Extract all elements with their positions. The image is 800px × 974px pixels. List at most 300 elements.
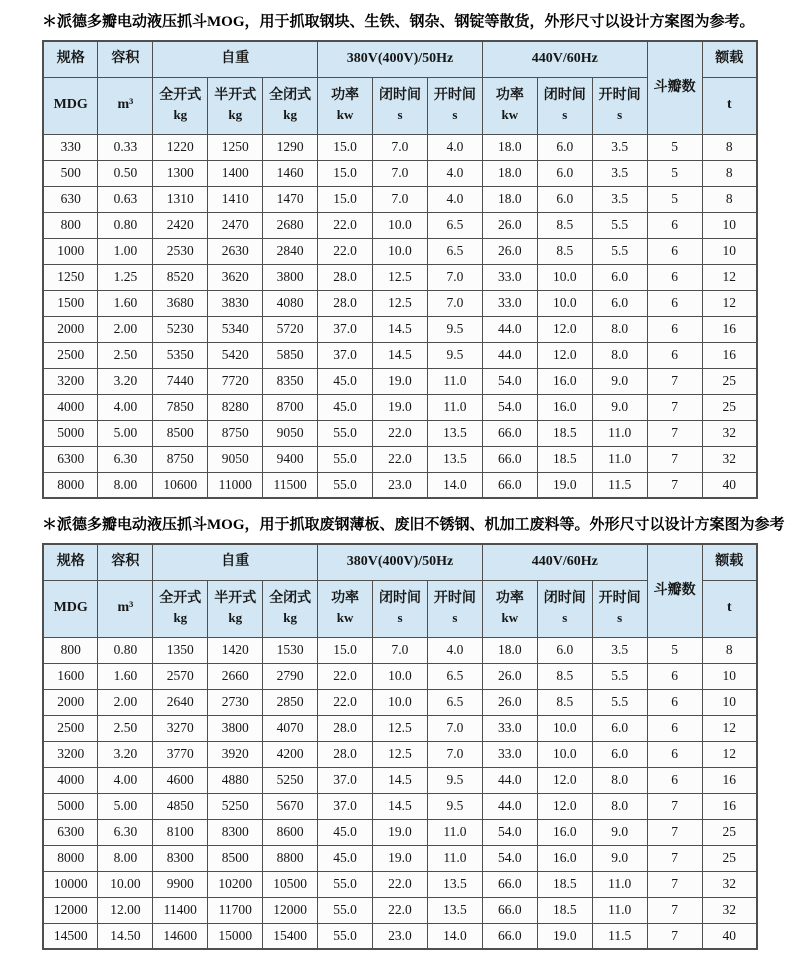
cell: 14.5 [373,342,428,368]
cell: 8.5 [537,212,592,238]
header-cell: t [702,580,757,637]
header-cell: 闭时间 s [537,77,592,134]
table-row [43,316,757,342]
cell: 10.0 [373,689,428,715]
cell: 6 [647,767,702,793]
cell: 3200 [43,368,98,394]
cell: 15.0 [318,637,373,663]
cell: 1250 [43,264,98,290]
cell: 12.0 [537,316,592,342]
table-row [43,342,757,368]
cell: 10 [702,238,757,264]
cell: 18.5 [537,446,592,472]
cell: 6.30 [98,819,153,845]
cell: 8.0 [592,316,647,342]
cell: 5000 [43,420,98,446]
cell: 33.0 [482,290,537,316]
cell: 12 [702,715,757,741]
cell: 16 [702,793,757,819]
spec-table-2 [42,543,758,950]
cell: 16 [702,767,757,793]
cell: 8520 [153,264,208,290]
cell: 4.0 [427,160,482,186]
cell: 5670 [263,793,318,819]
cell: 7440 [153,368,208,394]
cell: 8.0 [592,767,647,793]
cell: 11.0 [592,897,647,923]
cell: 5230 [153,316,208,342]
cell: 9.0 [592,845,647,871]
cell: 7.0 [373,134,428,160]
cell: 6.0 [537,160,592,186]
cell: 6.5 [427,212,482,238]
cell: 2530 [153,238,208,264]
header-cell: 全闭式 kg [263,580,318,637]
cell: 4.00 [98,767,153,793]
cell: 5.5 [592,238,647,264]
cell: 55.0 [318,923,373,949]
table-row [43,663,757,689]
cell: 7 [647,871,702,897]
cell: 7 [647,897,702,923]
cell: 5000 [43,793,98,819]
cell: 9.0 [592,394,647,420]
cell: 22.0 [373,446,428,472]
header-cell: m³ [98,580,153,637]
cell: 3200 [43,741,98,767]
header-cell: 容积 [98,41,153,77]
header-cell: t [702,77,757,134]
cell: 12000 [263,897,318,923]
cell: 33.0 [482,264,537,290]
cell: 7.0 [427,715,482,741]
cell: 5.00 [98,420,153,446]
cell: 8100 [153,819,208,845]
cell: 12.00 [98,897,153,923]
cell: 8800 [263,845,318,871]
cell: 6 [647,715,702,741]
cell: 10.0 [537,264,592,290]
cell: 66.0 [482,897,537,923]
cell: 11.0 [592,871,647,897]
cell: 2630 [208,238,263,264]
cell: 3.5 [592,186,647,212]
cell: 630 [43,186,98,212]
table-row [43,238,757,264]
cell: 19.0 [373,368,428,394]
cell: 10.0 [537,290,592,316]
header-cell: 380V(400V)/50Hz [318,544,483,580]
cell: 40 [702,472,757,498]
cell: 8600 [263,819,318,845]
cell: 0.80 [98,637,153,663]
cell: 5 [647,134,702,160]
table1-title: ＊派德多瓣电动液压抓斗MOG，用于抓取钢块、生铁、钢杂、钢锭等散货，外形尺寸以设计方案图为参考。 [42,14,755,30]
cell: 14.5 [373,316,428,342]
cell: 7.0 [373,186,428,212]
cell: 25 [702,819,757,845]
cell: 14.0 [427,472,482,498]
cell: 14500 [43,923,98,949]
cell: 3800 [208,715,263,741]
cell: 12 [702,290,757,316]
cell: 7.0 [373,637,428,663]
cell: 4070 [263,715,318,741]
cell: 3.5 [592,637,647,663]
cell: 11.0 [427,845,482,871]
cell: 37.0 [318,767,373,793]
cell: 12.5 [373,264,428,290]
header-cell: 440V/60Hz [482,544,647,580]
cell: 25 [702,368,757,394]
cell: 1600 [43,663,98,689]
cell: 10200 [208,871,263,897]
cell: 6.0 [537,186,592,212]
cell: 13.5 [427,420,482,446]
cell: 22.0 [318,689,373,715]
cell: 11.0 [427,819,482,845]
cell: 6.0 [537,134,592,160]
cell: 7 [647,368,702,394]
cell: 6 [647,212,702,238]
cell: 2.00 [98,316,153,342]
cell: 7.0 [427,741,482,767]
cell: 1350 [153,637,208,663]
table-row [43,212,757,238]
cell: 1.60 [98,663,153,689]
cell: 12.5 [373,290,428,316]
cell: 2840 [263,238,318,264]
cell: 8300 [208,819,263,845]
cell: 14.50 [98,923,153,949]
cell: 12.0 [537,793,592,819]
cell: 1.00 [98,238,153,264]
cell: 3620 [208,264,263,290]
cell: 8.00 [98,845,153,871]
cell: 15000 [208,923,263,949]
cell: 19.0 [373,394,428,420]
cell: 55.0 [318,472,373,498]
cell: 8 [702,637,757,663]
header-cell: 全开式 kg [153,77,208,134]
cell: 10.0 [537,741,592,767]
cell: 32 [702,446,757,472]
cell: 14.5 [373,767,428,793]
table-row [43,637,757,663]
cell: 5 [647,160,702,186]
cell: 9.5 [427,316,482,342]
cell: 8350 [263,368,318,394]
cell: 8 [702,186,757,212]
cell: 7 [647,420,702,446]
cell: 4.0 [427,134,482,160]
cell: 15.0 [318,186,373,212]
cell: 54.0 [482,368,537,394]
header-cell: 功率 kw [318,580,373,637]
cell: 32 [702,897,757,923]
cell: 8280 [208,394,263,420]
cell: 8.5 [537,689,592,715]
cell: 3.20 [98,741,153,767]
header-cell: 规格 [43,41,98,77]
table-row [43,472,757,498]
header-cell: 斗瓣数 [647,41,702,134]
cell: 19.0 [537,923,592,949]
cell: 7.0 [427,290,482,316]
cell: 44.0 [482,342,537,368]
cell: 6.0 [592,264,647,290]
table-row [43,741,757,767]
cell: 22.0 [373,897,428,923]
cell: 9050 [208,446,263,472]
cell: 22.0 [318,212,373,238]
table-row [43,160,757,186]
cell: 2850 [263,689,318,715]
cell: 9.5 [427,767,482,793]
table-row [43,897,757,923]
cell: 6300 [43,819,98,845]
cell: 28.0 [318,741,373,767]
cell: 2000 [43,316,98,342]
cell: 45.0 [318,819,373,845]
cell: 2.00 [98,689,153,715]
cell: 6300 [43,446,98,472]
cell: 44.0 [482,316,537,342]
cell: 26.0 [482,663,537,689]
cell: 7 [647,446,702,472]
cell: 14.5 [373,793,428,819]
cell: 5340 [208,316,263,342]
cell: 8.5 [537,663,592,689]
header-cell: 半开式 kg [208,77,263,134]
cell: 18.0 [482,186,537,212]
cell: 6.5 [427,238,482,264]
cell: 66.0 [482,472,537,498]
header-cell: 开时间 s [592,580,647,637]
cell: 5420 [208,342,263,368]
cell: 18.0 [482,160,537,186]
cell: 6.0 [592,290,647,316]
table-row [43,290,757,316]
table-row [43,845,757,871]
cell: 3680 [153,290,208,316]
table-row [43,689,757,715]
header-cell: 380V(400V)/50Hz [318,41,483,77]
header-cell: 全闭式 kg [263,77,318,134]
cell: 10.0 [537,715,592,741]
table2-title: ＊派德多瓣电动液压抓斗MOG，用于抓取废钢薄板、废旧不锈钢、机加工废料等。外形尺寸以设计方案图为参考 [42,517,785,533]
cell: 37.0 [318,793,373,819]
header-cell: 440V/60Hz [482,41,647,77]
cell: 5.5 [592,689,647,715]
cell: 1410 [208,186,263,212]
cell: 8750 [153,446,208,472]
cell: 16.0 [537,845,592,871]
cell: 1290 [263,134,318,160]
cell: 6 [647,290,702,316]
cell: 4.0 [427,186,482,212]
cell: 0.63 [98,186,153,212]
cell: 15.0 [318,134,373,160]
cell: 11000 [208,472,263,498]
cell: 2.50 [98,715,153,741]
cell: 3770 [153,741,208,767]
cell: 2640 [153,689,208,715]
cell: 44.0 [482,793,537,819]
cell: 8000 [43,845,98,871]
cell: 25 [702,845,757,871]
table2-header [43,544,757,637]
cell: 37.0 [318,342,373,368]
cell: 19.0 [373,819,428,845]
cell: 11400 [153,897,208,923]
cell: 9.5 [427,342,482,368]
cell: 12000 [43,897,98,923]
table-row [43,819,757,845]
cell: 7850 [153,394,208,420]
cell: 4600 [153,767,208,793]
grab-spec-section-2 [42,513,785,950]
cell: 9050 [263,420,318,446]
cell: 10.0 [373,238,428,264]
header-cell: 规格 [43,544,98,580]
cell: 8500 [208,845,263,871]
cell: 6.0 [592,715,647,741]
cell: 16.0 [537,819,592,845]
cell: 12 [702,741,757,767]
table-row [43,394,757,420]
header-cell: 斗瓣数 [647,544,702,637]
cell: 10000 [43,871,98,897]
cell: 6.5 [427,689,482,715]
cell: 7.0 [373,160,428,186]
header-cell: 全开式 kg [153,580,208,637]
table-row [43,715,757,741]
cell: 10.00 [98,871,153,897]
cell: 16 [702,342,757,368]
cell: 6 [647,741,702,767]
cell: 5.00 [98,793,153,819]
header-cell: 额载 [702,544,757,580]
cell: 5 [647,186,702,212]
cell: 2.50 [98,342,153,368]
cell: 800 [43,637,98,663]
table2-body [43,637,757,949]
cell: 45.0 [318,394,373,420]
cell: 23.0 [373,472,428,498]
cell: 55.0 [318,897,373,923]
header-row [43,544,757,580]
header-cell: 容积 [98,544,153,580]
cell: 11.0 [427,368,482,394]
cell: 2500 [43,342,98,368]
cell: 26.0 [482,212,537,238]
cell: 1460 [263,160,318,186]
cell: 10500 [263,871,318,897]
cell: 2730 [208,689,263,715]
cell: 11.5 [592,923,647,949]
header-cell: 功率 kw [318,77,373,134]
cell: 5250 [263,767,318,793]
cell: 12 [702,264,757,290]
cell: 14600 [153,923,208,949]
cell: 1000 [43,238,98,264]
cell: 330 [43,134,98,160]
cell: 5.5 [592,663,647,689]
cell: 5.5 [592,212,647,238]
cell: 13.5 [427,897,482,923]
cell: 10600 [153,472,208,498]
table1-body [43,134,757,498]
cell: 12.0 [537,342,592,368]
cell: 8 [702,160,757,186]
cell: 1300 [153,160,208,186]
cell: 22.0 [373,871,428,897]
cell: 12.5 [373,715,428,741]
cell: 18.0 [482,637,537,663]
cell: 0.33 [98,134,153,160]
cell: 3830 [208,290,263,316]
cell: 5720 [263,316,318,342]
cell: 8700 [263,394,318,420]
grab-spec-section-1 [42,10,758,499]
cell: 37.0 [318,316,373,342]
table-row [43,446,757,472]
cell: 3.5 [592,134,647,160]
cell: 16.0 [537,368,592,394]
cell: 10 [702,212,757,238]
cell: 500 [43,160,98,186]
cell: 22.0 [318,238,373,264]
header-cell: 闭时间 s [373,77,428,134]
cell: 1400 [208,160,263,186]
cell: 28.0 [318,715,373,741]
cell: 7 [647,793,702,819]
cell: 8300 [153,845,208,871]
cell: 7 [647,923,702,949]
cell: 28.0 [318,264,373,290]
cell: 66.0 [482,420,537,446]
table-row [43,871,757,897]
cell: 5 [647,637,702,663]
cell: 8500 [153,420,208,446]
header-cell: 半开式 kg [208,580,263,637]
table-row [43,186,757,212]
cell: 9.0 [592,819,647,845]
cell: 19.0 [537,472,592,498]
cell: 2680 [263,212,318,238]
cell: 54.0 [482,819,537,845]
cell: 8.5 [537,238,592,264]
cell: 6.5 [427,663,482,689]
cell: 66.0 [482,446,537,472]
cell: 8.00 [98,472,153,498]
cell: 1220 [153,134,208,160]
cell: 6.0 [592,741,647,767]
cell: 23.0 [373,923,428,949]
cell: 11.5 [592,472,647,498]
cell: 7.0 [427,264,482,290]
table-row [43,923,757,949]
cell: 6 [647,238,702,264]
header-cell: 额载 [702,41,757,77]
cell: 54.0 [482,394,537,420]
header-cell: MDG [43,580,98,637]
cell: 5250 [208,793,263,819]
cell: 2570 [153,663,208,689]
header-cell: 闭时间 s [373,580,428,637]
cell: 11.0 [427,394,482,420]
